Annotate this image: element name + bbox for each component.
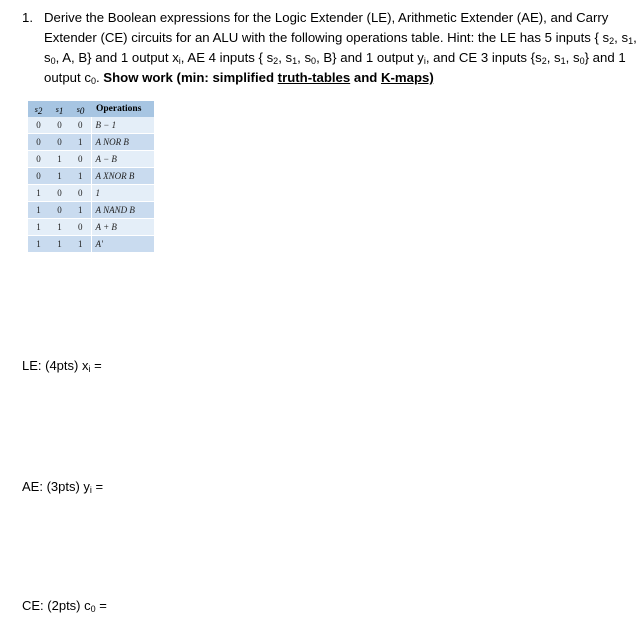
cell-s0: 1	[70, 236, 91, 253]
instruction-bold: Show work (min: simplified truth-tables and K-maps)	[103, 70, 434, 85]
cell-s2: 1	[28, 236, 49, 253]
cell-s1: 1	[49, 151, 70, 168]
cell-s1: 1	[49, 219, 70, 236]
cell-operation: A XNOR B	[91, 168, 154, 185]
table-row	[28, 151, 154, 168]
cell-s1: 1	[49, 168, 70, 185]
truth-tables-term: truth-tables	[277, 70, 351, 85]
cell-operation: A + B	[91, 219, 154, 236]
cell-s0: 1	[70, 168, 91, 185]
cell-s1: 0	[49, 134, 70, 151]
cell-s1: 1	[49, 236, 70, 253]
table-row	[28, 236, 154, 253]
cell-s2: 1	[28, 219, 49, 236]
operations-table-body	[28, 117, 154, 253]
operations-table	[28, 101, 154, 253]
ce-answer-line: CE: (2pts) $c_0$ =	[22, 598, 107, 614]
cell-s2: 0	[28, 117, 49, 134]
table-row	[28, 219, 154, 236]
cell-s1: 0	[49, 117, 70, 134]
table-row	[28, 117, 154, 134]
cell-s2: 0	[28, 168, 49, 185]
cell-s2: 0	[28, 151, 49, 168]
cell-s0: 0	[70, 185, 91, 202]
cell-s1: 0	[49, 185, 70, 202]
cell-s0: 0	[70, 151, 91, 168]
table-row	[28, 134, 154, 151]
k-maps-term: K-maps)	[380, 70, 434, 85]
header-s0: $s_0$	[70, 101, 91, 117]
cell-operation: A NOR B	[91, 134, 154, 151]
header-s2: $s_2$	[28, 101, 49, 117]
table-row	[28, 202, 154, 219]
cell-s2: 1	[28, 202, 49, 219]
cell-s1: 0	[49, 202, 70, 219]
question-text: Derive the Boolean expressions for the Logic Extender (LE), Arithmetic Extender (AE), and Carry Extender (CE) circuits for an ALU with the following operations table. Hint: the LE has 5 inputs { $s_2$, $s_1$, $s_0$, A, B} and 1 output $x_i$, AE 4 inputs { $s_2$, $s_1$, $s_0$, B} and 1 output $y_i$, and CE 3 inputs {$s_2$, $s_1$, $s_0$} and 1 output $c_0$. Show work (min: simplified truth-tables and K-maps)	[44, 10, 637, 86]
cell-s0: 0	[70, 219, 91, 236]
cell-operation: 1	[91, 185, 154, 202]
le-answer-line: LE: (4pts) $x_i$ =	[22, 358, 102, 374]
header-s1: $s_1$	[49, 101, 70, 117]
header-operations: Operations	[91, 101, 154, 117]
cell-s2: 0	[28, 134, 49, 151]
cell-operation: A − B	[91, 151, 154, 168]
table-row	[28, 185, 154, 202]
cell-operation: A NAND B	[91, 202, 154, 219]
cell-s0: 0	[70, 117, 91, 134]
cell-operation: B − 1	[91, 117, 154, 134]
cell-operation: A'	[91, 236, 154, 253]
ae-answer-line: AE: (3pts) $y_i$ =	[22, 479, 104, 495]
cell-s2: 1	[28, 185, 49, 202]
table-header-row	[28, 101, 154, 117]
cell-s0: 1	[70, 202, 91, 219]
cell-s0: 1	[70, 134, 91, 151]
table-row	[28, 168, 154, 185]
question-number: 1.	[22, 10, 33, 25]
